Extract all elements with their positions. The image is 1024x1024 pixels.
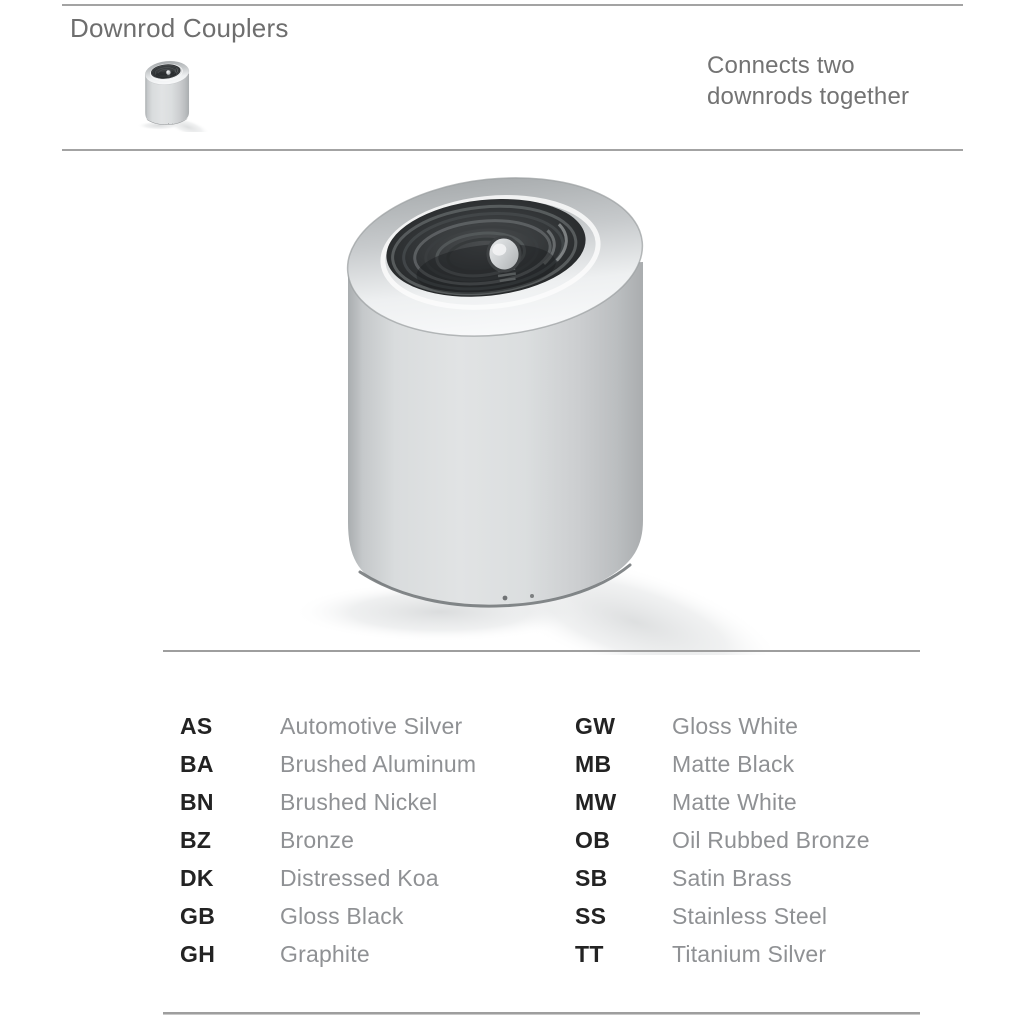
top-divider bbox=[62, 4, 963, 6]
finish-name: Gloss White bbox=[672, 712, 799, 739]
finish-code: DK bbox=[180, 864, 214, 891]
finish-name: Matte Black bbox=[672, 750, 795, 777]
finish-code: BN bbox=[180, 788, 214, 815]
product-description-line2: downrods together bbox=[707, 83, 910, 110]
finish-name: Distressed Koa bbox=[280, 864, 439, 891]
page-title: Downrod Couplers bbox=[70, 13, 289, 43]
finish-name: Brushed Aluminum bbox=[280, 750, 477, 777]
finish-code: OB bbox=[575, 826, 611, 853]
photo-divider bbox=[163, 650, 920, 652]
downrod-coupler-thumbnail bbox=[138, 60, 208, 132]
finish-name: Automotive Silver bbox=[280, 712, 463, 739]
finish-name: Stainless Steel bbox=[672, 902, 828, 929]
finish-code: BA bbox=[180, 750, 214, 777]
finish-code: GH bbox=[180, 940, 216, 967]
product-description-line1: Connects two bbox=[707, 52, 855, 79]
finish-name: Bronze bbox=[280, 826, 355, 853]
finish-name: Satin Brass bbox=[672, 864, 792, 891]
finish-name: Matte White bbox=[672, 788, 797, 815]
finish-name: Graphite bbox=[280, 940, 370, 967]
finish-code: GW bbox=[575, 712, 616, 739]
finish-code: MW bbox=[575, 788, 617, 815]
finish-name: Titanium Silver bbox=[672, 940, 827, 967]
finish-code: MB bbox=[575, 750, 612, 777]
finish-code: SS bbox=[575, 902, 607, 929]
downrod-coupler-photo bbox=[300, 170, 770, 655]
finish-code: TT bbox=[575, 940, 604, 967]
finish-code: SB bbox=[575, 864, 608, 891]
product-description bbox=[707, 50, 957, 112]
bottom-divider bbox=[163, 1012, 920, 1015]
finish-code: BZ bbox=[180, 826, 212, 853]
header-divider bbox=[62, 149, 963, 151]
finish-name: Oil Rubbed Bronze bbox=[672, 826, 870, 853]
finish-name: Gloss Black bbox=[280, 902, 404, 929]
finish-legend bbox=[180, 707, 920, 973]
finish-name: Brushed Nickel bbox=[280, 788, 438, 815]
finish-code: AS bbox=[180, 712, 213, 739]
finish-code: GB bbox=[180, 902, 216, 929]
